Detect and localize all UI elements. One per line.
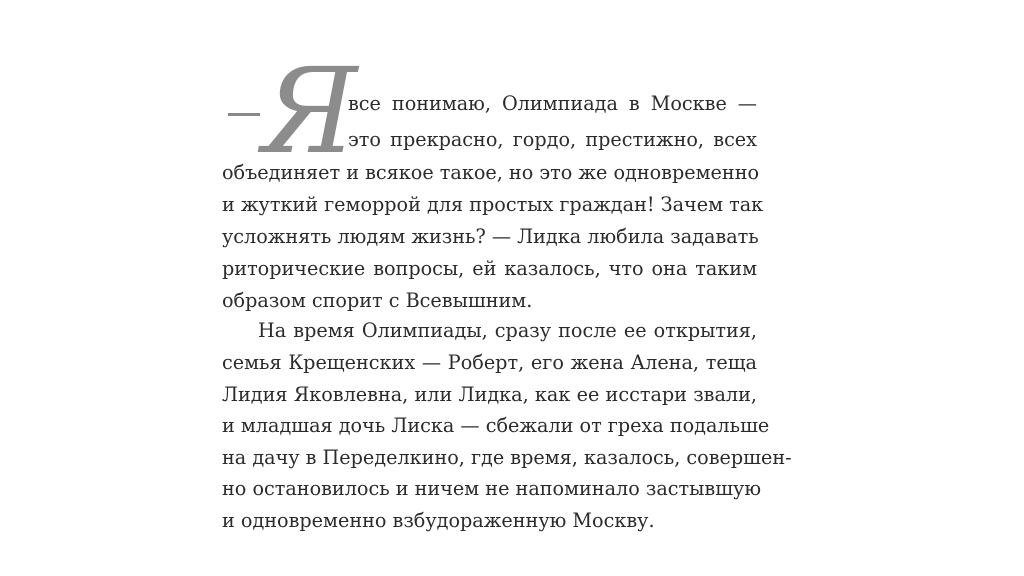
text-line: образом спорит с Всевышним.: [222, 289, 533, 312]
text-line: На время Олимпиады, сразу после ее открытия,: [258, 319, 757, 342]
text-line: Лидия Яковлевна, или Лидка, как ее исстари звали,: [222, 383, 757, 406]
text-line: риторические вопросы, ей казалось, что она таким: [222, 257, 757, 280]
text-line: семья Крещенских — Роберт, его жена Алена, теща: [222, 351, 757, 374]
text-line: усложнять людям жизнь? — Лидка любила задавать: [222, 225, 759, 248]
text-line: все понимаю, Олимпиада в Москве —: [348, 92, 757, 115]
text-line: и одновременно взбудораженную Москву.: [222, 509, 655, 532]
text-line: на дачу в Переделкино, где время, казалось, совершен-: [222, 446, 792, 469]
text-line: и младшая дочь Лиска — сбежали от греха подальше: [222, 414, 770, 437]
text-line: но остановилось и ничем не напоминало застывшую: [222, 477, 762, 500]
drop-cap: Я: [262, 42, 358, 180]
text-line: и жуткий геморрой для простых граждан! Зачем так: [222, 193, 764, 216]
text-line: объединяет и всякое такое, но это же одновременно: [222, 161, 760, 184]
dialogue-dash: [228, 113, 260, 116]
text-line: это прекрасно, гордо, престижно, всех: [348, 128, 757, 151]
